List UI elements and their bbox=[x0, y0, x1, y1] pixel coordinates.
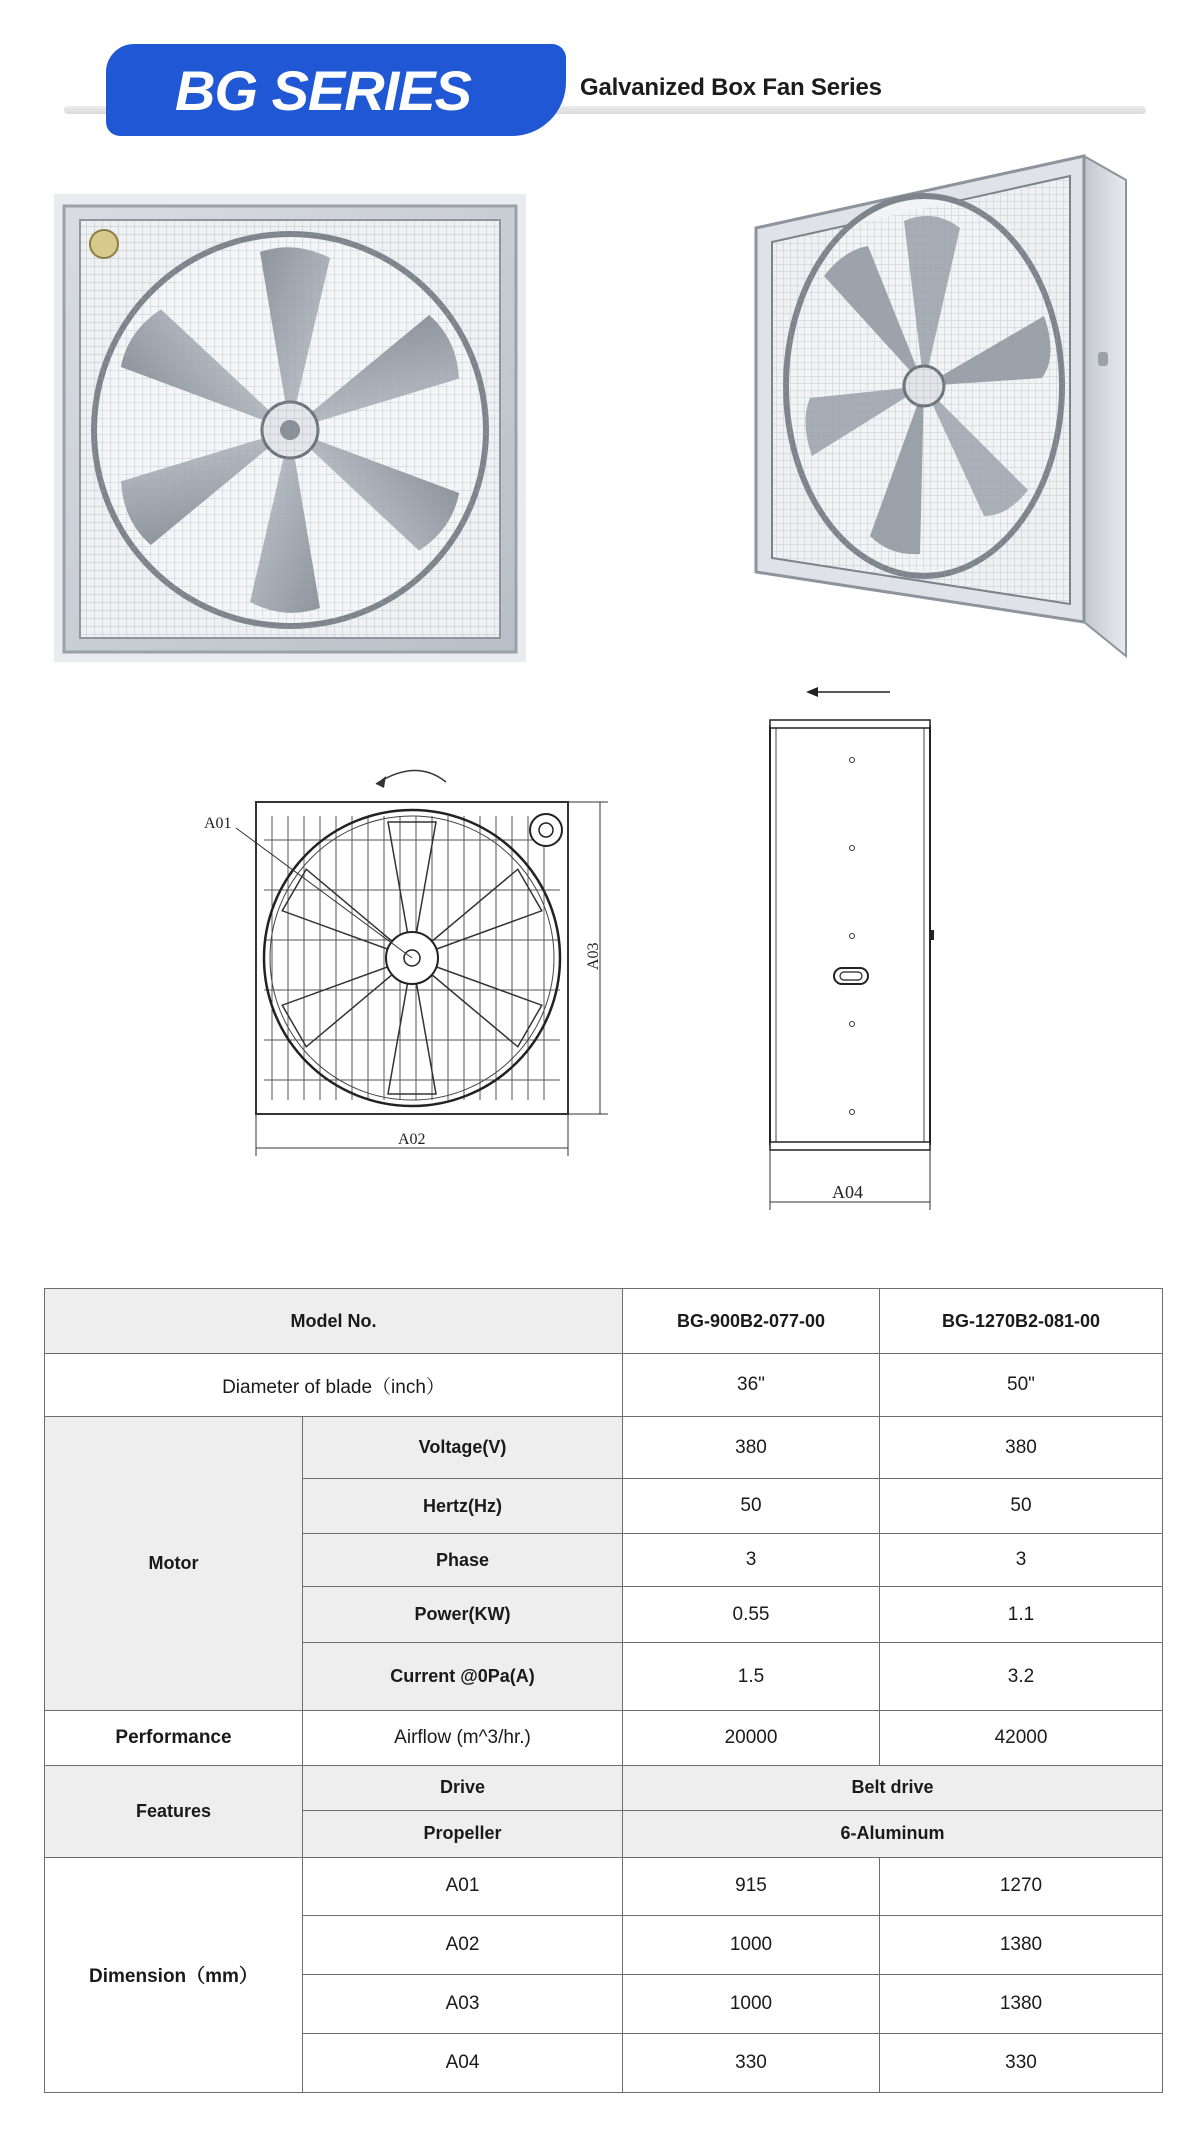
model-2: BG-1270B2-081-00 bbox=[880, 1289, 1163, 1354]
label-a01: A01 bbox=[204, 815, 232, 832]
dimension-value: 1000 bbox=[623, 1974, 880, 2033]
model-1: BG-900B2-077-00 bbox=[623, 1289, 880, 1354]
motor-value: 3 bbox=[623, 1534, 880, 1587]
performance-group-label: Performance bbox=[45, 1711, 303, 1765]
motor-row-label: Power(KW) bbox=[303, 1587, 623, 1643]
model-no-label: Model No. bbox=[45, 1289, 623, 1354]
dimension-row-label: A03 bbox=[303, 1974, 623, 2033]
motor-value: 1.1 bbox=[880, 1587, 1163, 1643]
series-badge bbox=[106, 44, 566, 136]
series-title: BG SERIES bbox=[175, 58, 471, 122]
dimension-row-label: A01 bbox=[303, 1857, 623, 1915]
label-a04: A04 bbox=[832, 1182, 863, 1202]
dimension-value: 1380 bbox=[880, 1915, 1163, 1974]
motor-group-label: Motor bbox=[45, 1417, 303, 1711]
features-value: 6-Aluminum bbox=[623, 1810, 1163, 1857]
label-a03: A03 bbox=[585, 942, 602, 970]
table-header-row bbox=[45, 1289, 1163, 1354]
side-view-drawing bbox=[760, 680, 950, 1220]
page-header bbox=[0, 0, 1200, 150]
series-subtitle: Galvanized Box Fan Series bbox=[580, 74, 882, 101]
table-row bbox=[45, 1857, 1163, 1915]
diameter-value-2: 50" bbox=[880, 1354, 1163, 1417]
motor-value: 50 bbox=[623, 1479, 880, 1534]
dimension-value: 330 bbox=[623, 2033, 880, 2092]
fan-angled-photo bbox=[748, 152, 1132, 664]
motor-value: 3.2 bbox=[880, 1643, 1163, 1711]
diameter-value-1: 36" bbox=[623, 1354, 880, 1417]
dimension-row-label: A02 bbox=[303, 1915, 623, 1974]
diameter-label: Diameter of blade（inch） bbox=[45, 1354, 623, 1417]
dimension-value: 1380 bbox=[880, 1974, 1163, 2033]
fan-front-photo bbox=[54, 194, 526, 662]
motor-value: 1.5 bbox=[623, 1643, 880, 1711]
motor-row-label: Current @0Pa(A) bbox=[303, 1643, 623, 1711]
dimension-value: 1000 bbox=[623, 1915, 880, 1974]
table-row bbox=[45, 1417, 1163, 1479]
motor-row-label: Phase bbox=[303, 1534, 623, 1587]
features-value: Belt drive bbox=[623, 1765, 1163, 1810]
motor-value: 3 bbox=[880, 1534, 1163, 1587]
front-view-drawing bbox=[196, 760, 626, 1160]
dimension-value: 915 bbox=[623, 1857, 880, 1915]
motor-value: 0.55 bbox=[623, 1587, 880, 1643]
features-row-label: Drive bbox=[303, 1765, 623, 1810]
performance-value-2: 42000 bbox=[880, 1711, 1163, 1765]
table-row bbox=[45, 1765, 1163, 1810]
label-a02: A02 bbox=[398, 1131, 426, 1148]
diameter-row bbox=[45, 1354, 1163, 1417]
motor-row-label: Voltage(V) bbox=[303, 1417, 623, 1479]
motor-value: 380 bbox=[623, 1417, 880, 1479]
motor-value: 380 bbox=[880, 1417, 1163, 1479]
dimension-value: 1270 bbox=[880, 1857, 1163, 1915]
features-group-label: Features bbox=[45, 1765, 303, 1857]
spec-table bbox=[44, 1288, 1163, 2093]
dimension-value: 330 bbox=[880, 2033, 1163, 2092]
performance-row bbox=[45, 1711, 1163, 1765]
motor-row-label: Hertz(Hz) bbox=[303, 1479, 623, 1534]
motor-value: 50 bbox=[880, 1479, 1163, 1534]
dimension-row-label: A04 bbox=[303, 2033, 623, 2092]
features-row-label: Propeller bbox=[303, 1810, 623, 1857]
performance-value-1: 20000 bbox=[623, 1711, 880, 1765]
performance-row-label: Airflow (m^3/hr.) bbox=[303, 1711, 623, 1765]
dimension-group-label: Dimension（mm） bbox=[45, 1857, 303, 2092]
